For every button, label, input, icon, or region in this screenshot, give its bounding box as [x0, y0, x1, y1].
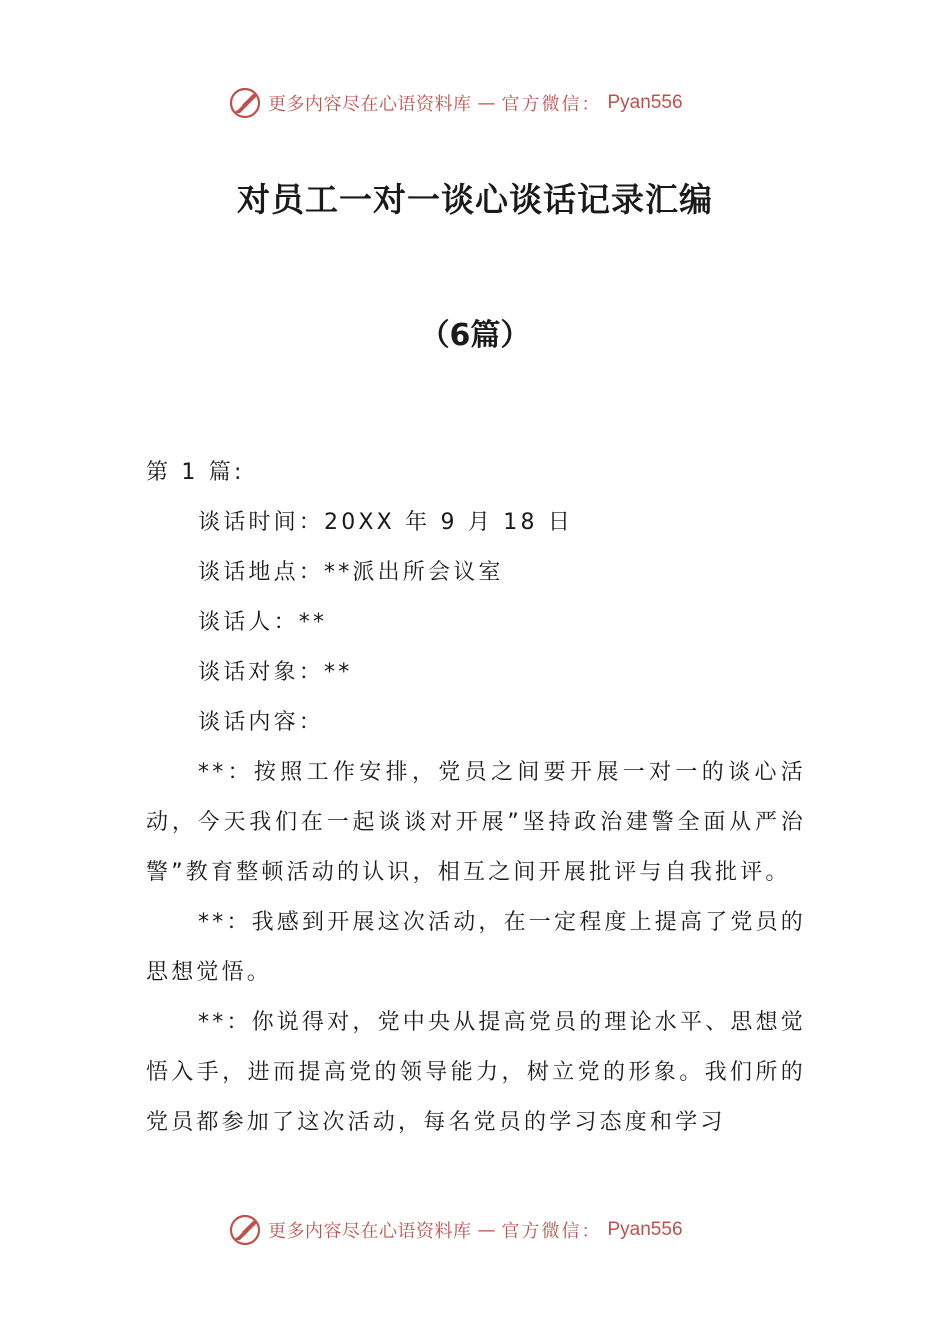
meta-time: 谈话时间：20XX 年 9 月 18 日: [198, 510, 574, 535]
banner-text: 更多内容尽在心语资料库: [268, 94, 472, 115]
meta-place: 谈话地点：**派出所会议室: [198, 560, 504, 585]
paragraph: **：我感到开展这次活动，在一定程度上提高了党员的思想觉悟。: [146, 910, 807, 985]
footer-watermark-banner: [228, 1210, 748, 1250]
paragraph: **：按照工作安排，党员之间要开展一对一的谈心活动，今天我们在一起谈谈对开展”坚持政治建警全面从严治警”教育整顿活动的认识，相互之间开展批评与自我批评。: [146, 760, 806, 885]
meta-speaker: 谈话人：**: [198, 610, 328, 635]
meta-content-label: 谈话内容：: [198, 710, 325, 735]
header-watermark-banner: [228, 83, 748, 123]
banner-wechat-label: 官方微信：: [501, 1221, 602, 1242]
banner-separator: —: [477, 1219, 496, 1241]
paragraph: **：你说得对，党中央从提高党员的理论水平、思想觉悟入手，进而提高党的领导能力，树立党的形象。我们所的党员都参加了这次活动，每名党员的学习态度和学习: [146, 1010, 807, 1135]
banner-wechat-id: Pyan556: [607, 92, 683, 113]
banner-wechat-id: Pyan556: [607, 1219, 683, 1240]
quill-logo-icon: [228, 1213, 262, 1247]
banner-text: 更多内容尽在心语资料库: [268, 1221, 472, 1242]
quill-logo-icon: [228, 86, 262, 120]
section-heading: 第 1 篇:: [146, 460, 245, 485]
meta-target: 谈话对象：**: [198, 660, 353, 685]
document-body: [146, 448, 806, 1148]
document-title: 对员工一对一谈心谈话记录汇编: [237, 180, 713, 219]
document-subtitle: （6篇）: [419, 318, 531, 353]
banner-wechat-label: 官方微信：: [501, 94, 602, 115]
banner-separator: —: [477, 92, 496, 114]
